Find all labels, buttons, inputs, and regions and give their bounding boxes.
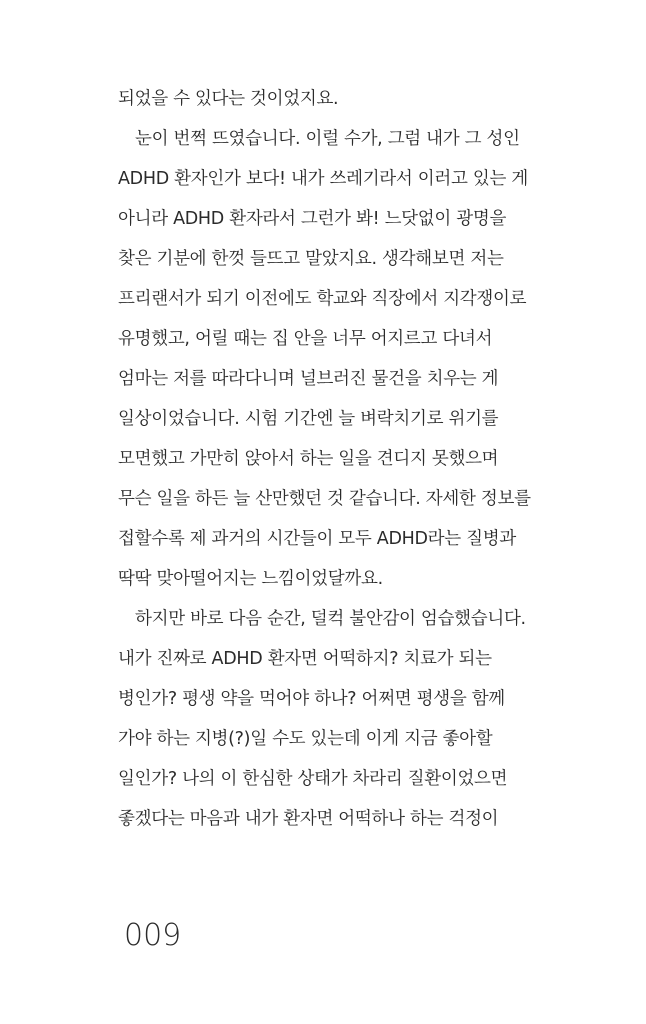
text-line: ADHD 환자인가 보다! 내가 쓰레기라서 이러고 있는 게 (118, 169, 528, 189)
text-line: 프리랜서가 되기 이전에도 학교와 직장에서 지각쟁이로 (118, 289, 527, 309)
text-line: 유명했고, 어릴 때는 집 안을 너무 어지르고 다녀서 (118, 329, 493, 349)
text-line: 좋겠다는 마음과 내가 환자면 어떡하나 하는 걱정이 (118, 809, 499, 829)
text-line: 되었을 수 있다는 것이었지요. (118, 89, 339, 109)
text-line: 엄마는 저를 따라다니며 널브러진 물건을 치우는 게 (118, 369, 499, 389)
text-line: 접할수록 제 과거의 시간들이 모두 ADHD라는 질병과 (118, 529, 516, 549)
text-line: 찾은 기분에 한껏 들뜨고 말았지요. 생각해보면 저는 (118, 249, 504, 269)
text-line: 병인가? 평생 약을 먹어야 하나? 어쩌면 평생을 함께 (118, 689, 505, 709)
page-number: 009 (124, 918, 182, 953)
text-line: 가야 하는 지병(?)일 수도 있는데 이게 지금 좋아할 (118, 729, 493, 749)
text-line: 눈이 번쩍 뜨였습니다. 이럴 수가, 그럼 내가 그 성인 (135, 129, 520, 149)
text-line: 일인가? 나의 이 한심한 상태가 차라리 질환이었으면 (118, 769, 508, 789)
text-line: 아니라 ADHD 환자라서 그런가 봐! 느닷없이 광명을 (118, 209, 507, 229)
text-line: 일상이었습니다. 시험 기간엔 늘 벼락치기로 위기를 (118, 409, 499, 429)
text-line: 내가 진짜로 ADHD 환자면 어떡하지? 치료가 되는 (118, 649, 492, 669)
text-line: 딱딱 맞아떨어지는 느낌이었달까요. (118, 569, 383, 589)
text-line: 하지만 바로 다음 순간, 덜컥 불안감이 엄습했습니다. (135, 609, 526, 629)
text-line: 무슨 일을 하든 늘 산만했던 것 같습니다. 자세한 정보를 (118, 489, 531, 509)
text-line: 모면했고 가만히 앉아서 하는 일을 견디지 못했으며 (118, 449, 499, 469)
